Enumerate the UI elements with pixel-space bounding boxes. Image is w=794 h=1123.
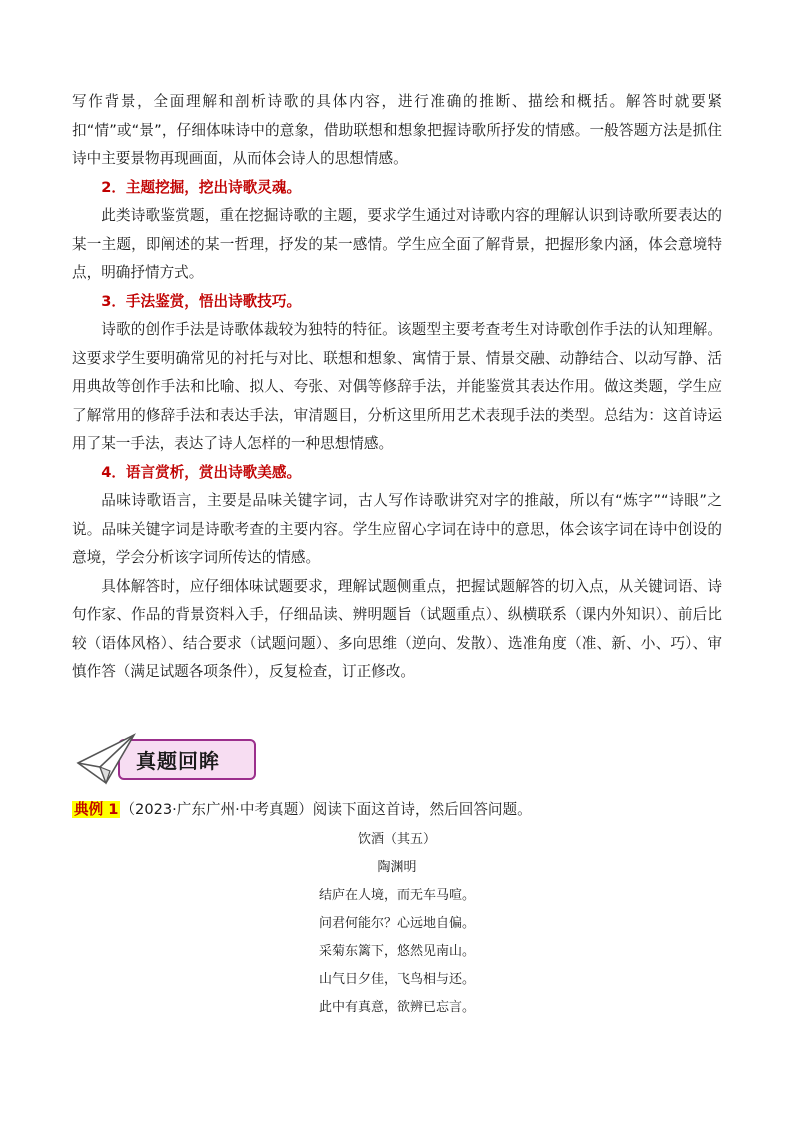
section-banner xyxy=(76,733,258,787)
section-heading-3: 3．手法鉴赏，悟出诗歌技巧。 xyxy=(101,292,302,310)
section-heading-4: 4．语言赏析，赏出诗歌美感。 xyxy=(101,463,302,481)
paper-plane-icon xyxy=(76,733,136,787)
poem-line: 问君何能尔？心远地自偏。 xyxy=(318,916,475,931)
poem-line: 结庐在人境，而无车马喧。 xyxy=(318,888,475,903)
paragraph-5: 具体解答时，应仔细体味试题要求，理解试题侧重点，把握试题解答的切入点，从关键词语、诗句作家、作品的背景资料入手，仔细品读、辨明题旨（试题重点）、纵横联系（课内外知识）、前后比较（语体风格）、结合要求（试题问题）、多向思维（逆向、发散）、选准角度（准、新、小、巧）、审慎作答（满足试题各项条件），反复检查，订正修改。 xyxy=(72,577,722,680)
paragraph-1: 写作背景，全面理解和剖析诗歌的具体内容，进行准确的推断、描绘和概括。解答时就要紧扣“情”或“景”，仔细体味诗中的意象，借助联想和想象把握诗歌所抒发的情感。一般答题方法是抓住诗中主要景物再现画面，从而体会诗人的思想情感。 xyxy=(72,93,722,167)
poem-line: 采菊东篱下，悠然见南山。 xyxy=(318,944,475,959)
example-tag: 典例 1 xyxy=(74,801,119,818)
poem xyxy=(0,826,794,1022)
section-heading-2: 2．主题挖掘，挖出诗歌灵魂。 xyxy=(101,178,302,196)
example-intro xyxy=(72,798,722,822)
paragraph-3: 诗歌的创作手法是诗歌体裁较为独特的特征。该题型主要考查考生对诗歌创作手法的认知理解。这要求学生要明确常见的衬托与对比、联想和想象、寓情于景、情景交融、动静结合、以动写静、活用典故等创作手法和比喻、拟人、夸张、对偶等修辞手法，并能鉴赏其表达作用。做这类题，学生应了解常用的修辞手法和表达手法，审清题目，分析这里所用艺术表现手法的类型。总结为：这首诗运用了某一手法，表达了诗人怎样的一种思想情感。 xyxy=(72,321,722,452)
banner-title: 真题回眸 xyxy=(136,749,220,773)
poem-line: 此中有真意，欲辨已忘言。 xyxy=(318,1000,475,1015)
poem-title: 饮酒（其五） xyxy=(357,832,436,847)
paragraph-2: 此类诗歌鉴赏题，重在挖掘诗歌的主题，要求学生通过对诗歌内容的理解认识到诗歌所要表达的某一主题，即阐述的某一哲理，抒发的某一感情。学生应全面了解背景，把握形象内涵，体会意境特点，明确抒情方式。 xyxy=(72,207,722,281)
poem-line: 山气日夕佳，飞鸟相与还。 xyxy=(318,972,475,987)
body-text xyxy=(72,88,722,687)
poem-author: 陶渊明 xyxy=(377,860,417,875)
example-text: （2023·广东广州·中考真题）阅读下面这首诗，然后回答问题。 xyxy=(120,801,532,818)
paragraph-4: 品味诗歌语言，主要是品味关键字词，古人写作诗歌讲究对字的推敲，所以有“炼字”“诗眼”之说。品味关键字词是诗歌考查的主要内容。学生应留心字词在诗中的意思，体会该字词在诗中创设的意境，学会分析该字词所传达的情感。 xyxy=(72,492,722,566)
